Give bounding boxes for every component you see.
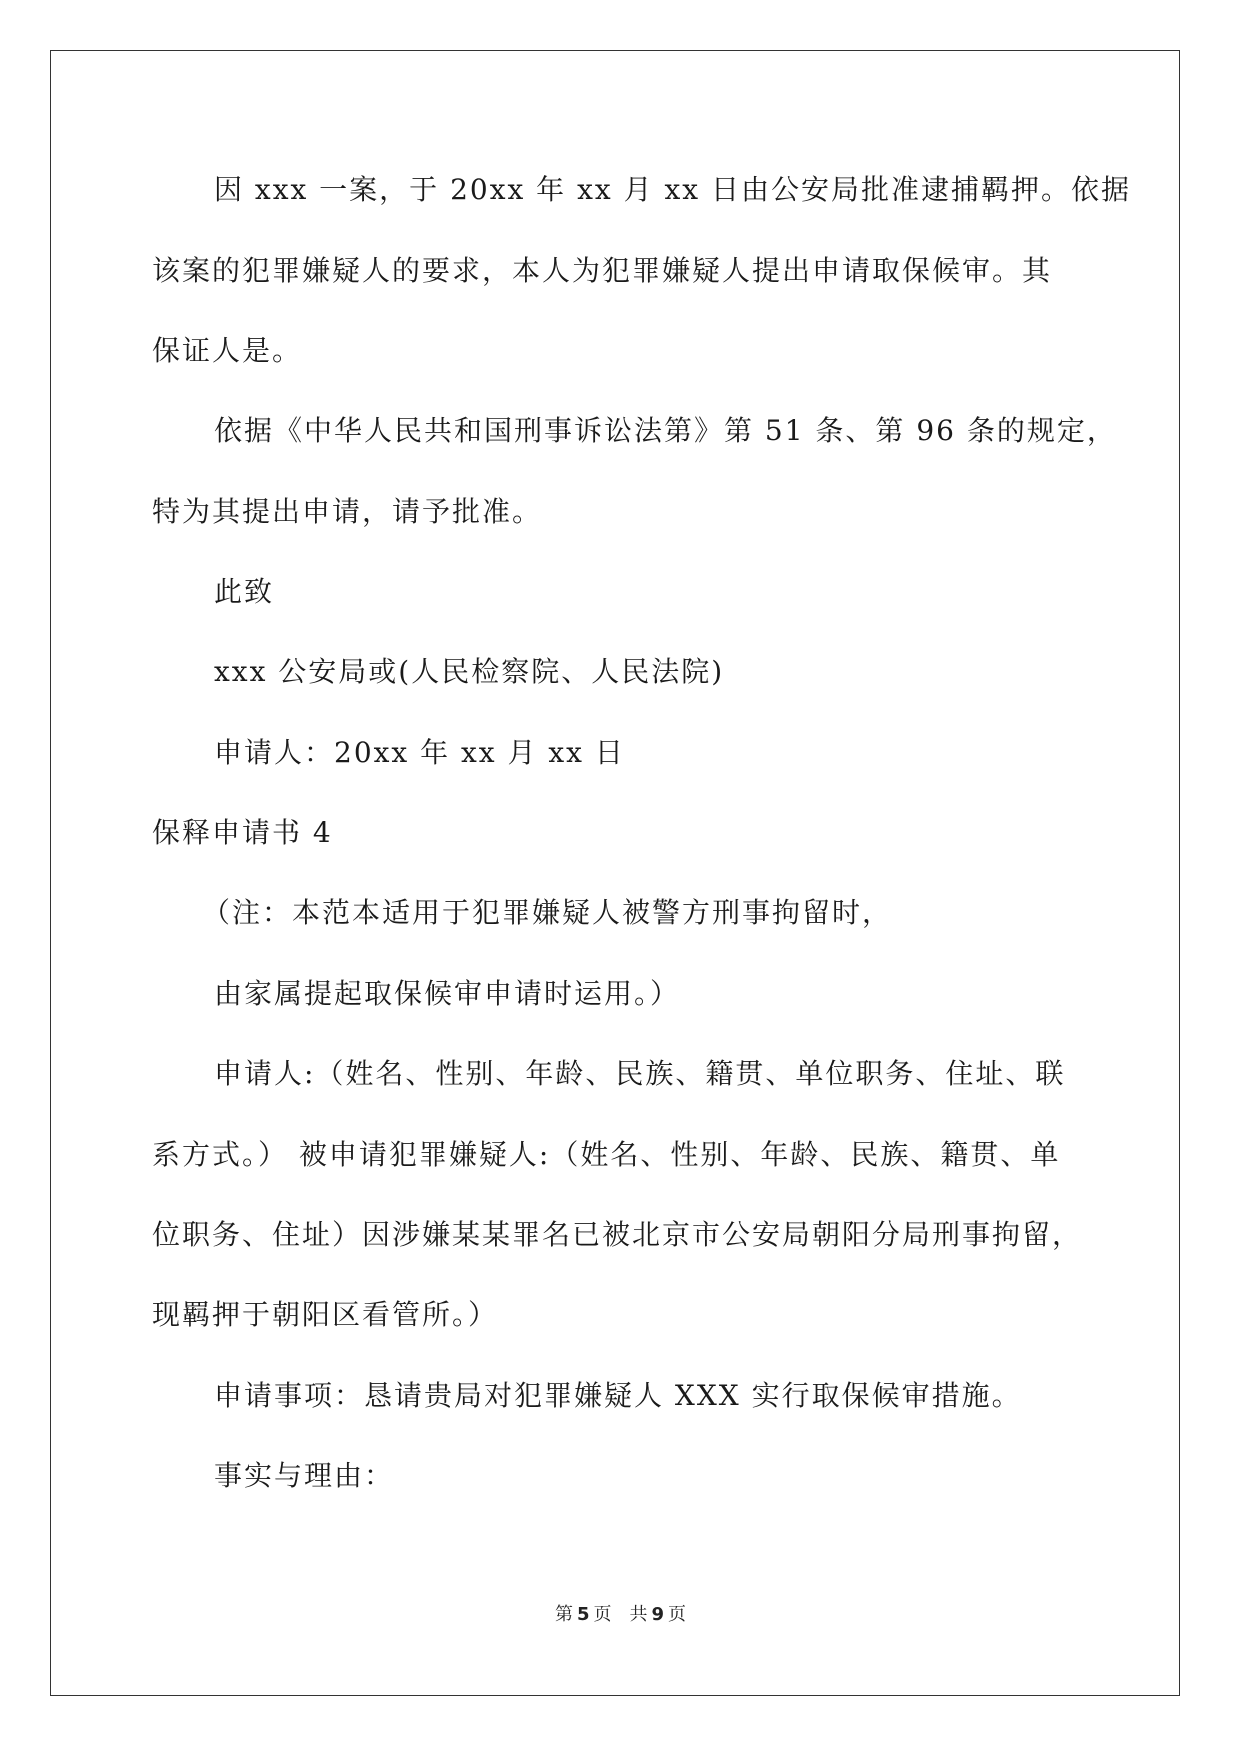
current-page-number: 5 xyxy=(576,1604,590,1625)
total-page-number: 9 xyxy=(651,1604,665,1625)
page-frame xyxy=(50,50,1180,1696)
paragraph-line: 依据《中华人民共和国刑事诉讼法第》第 51 条、第 96 条的规定， xyxy=(214,414,1117,447)
page-footer xyxy=(0,1600,1241,1626)
note-line: （注：本范本适用于犯罪嫌疑人被警方刑事拘留时， xyxy=(202,896,893,929)
page-prefix: 第 xyxy=(554,1604,573,1625)
paragraph-line: 因 xxx 一案，于 20xx 年 xx 月 xx 日由公安局批准逮捕羁押。依据 xyxy=(214,173,1131,206)
paragraph-line: 申请事项：恳请贵局对犯罪嫌疑人 XXX 实行取保候审措施。 xyxy=(214,1379,1022,1412)
total-suffix: 页 xyxy=(668,1604,687,1625)
paragraph-line: 该案的犯罪嫌疑人的要求，本人为犯罪嫌疑人提出申请取保候审。其 xyxy=(152,254,1053,287)
paragraph-line: 现羁押于朝阳区看管所。） xyxy=(152,1298,499,1331)
section-heading: 保释申请书 4 xyxy=(152,816,333,849)
applicant-date: 申请人：20xx 年 xx 月 xx 日 xyxy=(214,736,625,769)
paragraph-line: 位职务、住址）因涉嫌某某罪名已被北京市公安局朝阳分局刑事拘留， xyxy=(152,1218,1083,1251)
page-suffix: 页 xyxy=(593,1604,612,1625)
paragraph-line: 特为其提出申请，请予批准。 xyxy=(152,495,543,528)
total-prefix: 共 xyxy=(629,1604,648,1625)
salutation: 此致 xyxy=(214,575,275,608)
paragraph-line: 保证人是。 xyxy=(152,334,303,367)
paragraph-line: 系方式。） 被申请犯罪嫌疑人:（姓名、性别、年龄、民族、籍贯、单 xyxy=(152,1138,1061,1171)
paragraph-line: 申请人:（姓名、性别、年龄、民族、籍贯、单位职务、住址、联 xyxy=(214,1057,1066,1090)
recipient: xxx 公安局或(人民检察院、人民法院) xyxy=(214,655,725,688)
note-line: 由家属提起取保候审申请时运用。） xyxy=(214,977,681,1010)
paragraph-line: 事实与理由： xyxy=(214,1459,395,1492)
